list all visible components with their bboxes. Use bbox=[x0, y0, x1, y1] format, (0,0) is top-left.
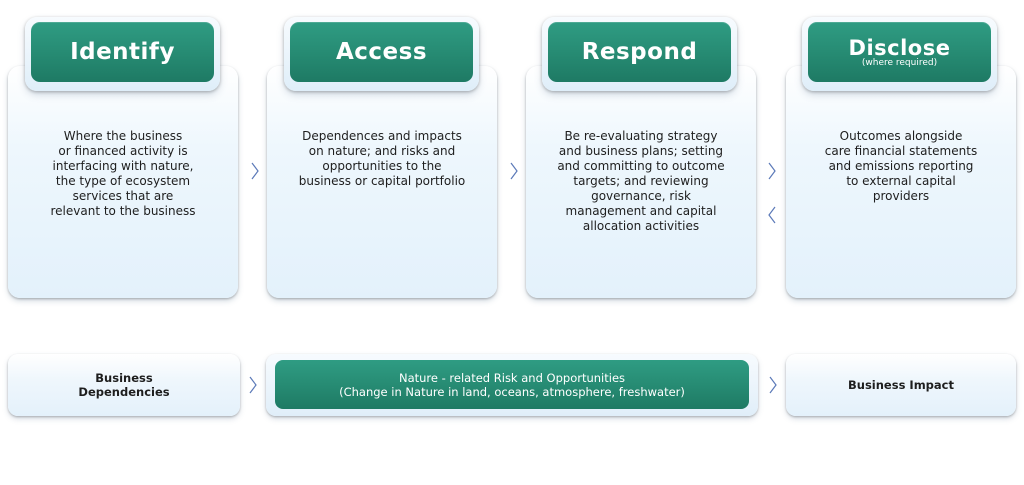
disclose-subtitle: (where required) bbox=[861, 57, 938, 68]
chevron-right-icon bbox=[251, 162, 259, 180]
nature-risk-pill bbox=[275, 360, 749, 409]
access-title: Access bbox=[335, 38, 428, 65]
disclose-description: Outcomes alongside care financial statements and emissions reporting to external capital providers bbox=[824, 129, 978, 203]
nature-risk-title: Nature - related Risk and Opportunities bbox=[398, 370, 626, 385]
access-description: Dependences and impacts on nature; and risks and opportunities to the business or capital portfolio bbox=[298, 129, 466, 188]
nature-risk-subtitle: (Change in Nature in land, oceans, atmosphere, freshwater) bbox=[339, 384, 685, 399]
chevron-right-icon bbox=[769, 376, 777, 394]
respond-description: Be re-evaluating strategy and business plans; setting and committing to outcome targets; and reviewing governance, risk management and capital allocation activities bbox=[557, 129, 725, 233]
access-header-pill bbox=[290, 22, 473, 82]
respond-header-pill bbox=[548, 22, 731, 82]
chevron-right-icon bbox=[249, 376, 257, 394]
business-dependencies-box: Business Dependencies bbox=[8, 354, 240, 416]
respond-header bbox=[542, 17, 737, 91]
disclose-header bbox=[802, 17, 997, 91]
respond-card bbox=[526, 66, 756, 298]
respond-title: Respond bbox=[581, 38, 698, 65]
disclose-header-pill bbox=[808, 22, 991, 82]
chevron-right-icon bbox=[510, 162, 518, 180]
identify-title: Identify bbox=[70, 38, 175, 65]
identify-header-pill bbox=[31, 22, 214, 82]
nature-risk-box bbox=[266, 354, 758, 416]
identify-description: Where the business or financed activity is interfacing with nature, the type of ecosystem services that are relevant to the business bbox=[50, 129, 196, 218]
access-header bbox=[284, 17, 479, 91]
disclose-card bbox=[786, 66, 1016, 298]
chevron-left-icon bbox=[768, 206, 776, 224]
identify-header bbox=[25, 17, 220, 91]
access-card bbox=[267, 66, 497, 298]
identify-card bbox=[8, 66, 238, 298]
disclose-title: Disclose bbox=[848, 35, 951, 60]
chevron-right-icon bbox=[768, 162, 776, 180]
business-impact-box: Business Impact bbox=[786, 354, 1016, 416]
